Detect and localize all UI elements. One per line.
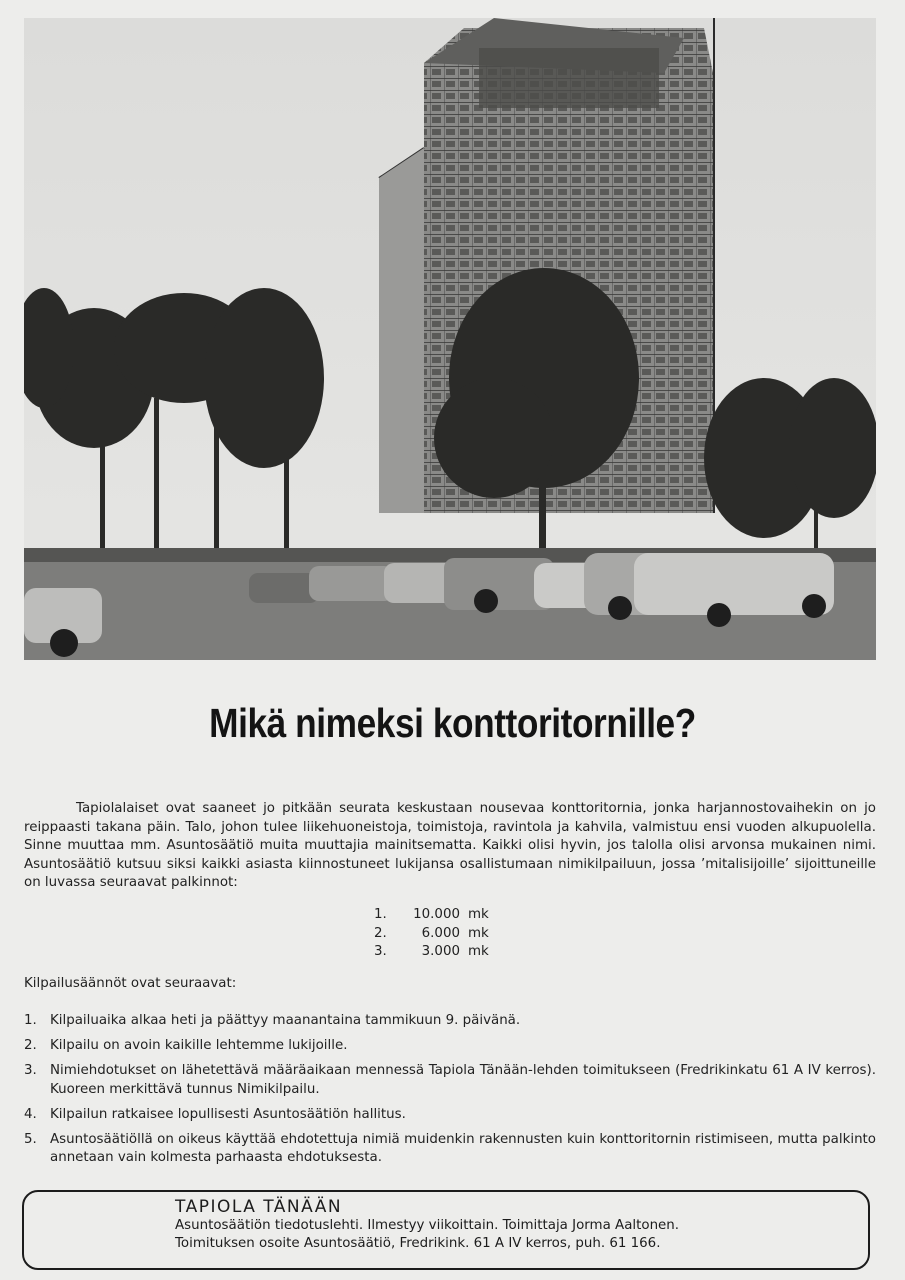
rule-item bbox=[24, 1131, 876, 1168]
prize-unit: mk bbox=[468, 907, 489, 922]
prize-unit: mk bbox=[468, 925, 489, 941]
prize-amount: 10.000 bbox=[413, 907, 460, 922]
rule-text: Nimiehdotukset on lähetettävä määräaikaan mennessä Tapiola Tänään-lehden toimitukseen (Fredrikinkatu 61 A IV kerros). Kuoreen merkittävä tunnus Nimikilpailu. bbox=[50, 1063, 876, 1097]
rule-number: 5. bbox=[24, 1131, 37, 1147]
rule-item bbox=[24, 1062, 876, 1099]
prize-list bbox=[374, 906, 574, 962]
prize-amount: 6.000 bbox=[421, 925, 460, 941]
rule-number: 1. bbox=[24, 1013, 37, 1028]
rules-list bbox=[24, 1012, 876, 1174]
prize-item bbox=[374, 925, 574, 944]
rule-item bbox=[24, 1012, 876, 1031]
rule-number: 2. bbox=[24, 1038, 37, 1053]
intro-paragraph: Tapiolalaiset ovat saaneet jo pitkään seurata keskustaan nousevaa konttoritornia, jonka harjannostovaihekin on jo reippaasti takana päin. Talo, johon tulee liikehuoneistoja, toimistoja, ravintola ja kahvila, valmistuu ensi vuoden alkupuolella. Sinne muuttaa mm. Asuntosäätiö muita muuttajia mainitsematta. Kaikki olisi hyvin, jos talolla olisi arvonsa mukainen nimi. Asuntosäätiö kutsuu siksi kaikki asiasta kiinnostuneet lukijansa osallistumaan nimikilpailuun, jossa ’mitalisijoille’ sijoittuneille on luvassa seuraavat palkinnot: bbox=[24, 801, 876, 890]
prize-item bbox=[374, 906, 574, 925]
rule-item bbox=[24, 1106, 876, 1125]
prize-number: 2. bbox=[374, 925, 387, 941]
rules-heading: Kilpailusäännöt ovat seuraavat: bbox=[24, 976, 237, 991]
tower-construction-photo bbox=[24, 18, 876, 660]
rule-number: 3. bbox=[24, 1063, 37, 1078]
prize-item bbox=[374, 943, 574, 962]
prize-unit: mk bbox=[468, 944, 489, 959]
rule-text: Kilpailun ratkaisee lopullisesti Asuntosäätiön hallitus. bbox=[50, 1106, 406, 1122]
rule-text: Kilpailuaika alkaa heti ja päättyy maanantaina tammikuun 9. päivänä. bbox=[50, 1013, 521, 1028]
headline: Mikä nimeksi konttoritornille? bbox=[209, 700, 696, 746]
rule-text: Asuntosäätiöllä on oikeus käyttää ehdotettuja nimiä muidenkin rakennusten kuin konttoritornin ristimiseen, mutta palkinto annetaan vain kolmesta parhaasta ehdotuksesta. bbox=[50, 1131, 876, 1165]
prize-amount: 3.000 bbox=[421, 944, 460, 959]
publication-info: Asuntosäätiön tiedotuslehti. Ilmestyy viikoittain. Toimittaja Jorma Aaltonen. bbox=[175, 1218, 680, 1233]
rule-number: 4. bbox=[24, 1106, 37, 1122]
prize-number: 1. bbox=[374, 907, 387, 922]
prize-number: 3. bbox=[374, 944, 387, 959]
publication-name: TAPIOLA TÄNÄÄN bbox=[175, 1197, 343, 1217]
rule-item bbox=[24, 1037, 876, 1056]
publication-address: Toimituksen osoite Asuntosäätiö, Fredrikink. 61 A IV kerros, puh. 61 166. bbox=[175, 1236, 661, 1251]
masthead-box bbox=[22, 1190, 870, 1270]
rule-text: Kilpailu on avoin kaikille lehtemme lukijoille. bbox=[50, 1038, 348, 1053]
